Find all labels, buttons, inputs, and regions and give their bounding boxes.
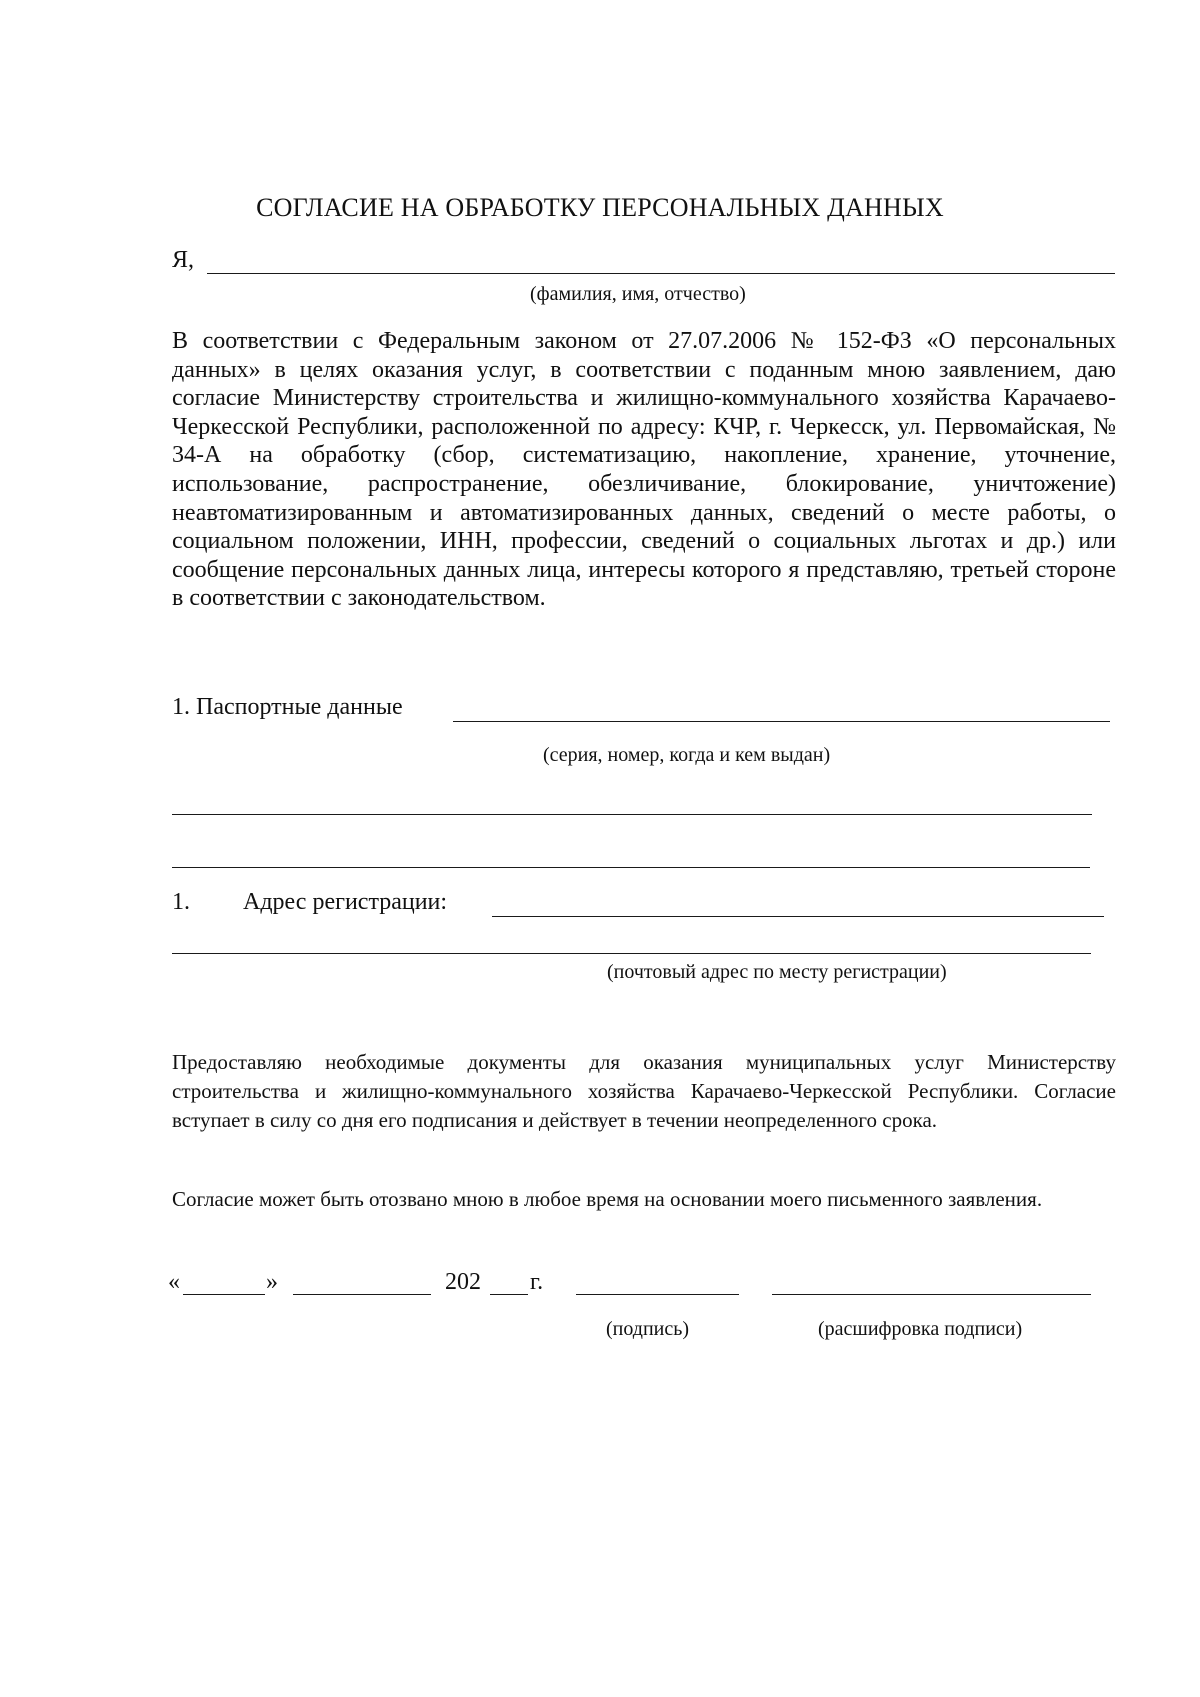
signature-caption: (подпись) xyxy=(606,1318,690,1340)
fio-caption: (фамилия, имя, отчество) xyxy=(530,283,746,305)
address-field-line[interactable] xyxy=(492,916,1104,917)
signature-field-line[interactable] xyxy=(576,1294,739,1295)
address-label: Адрес регистрации: xyxy=(243,889,448,915)
address-number: 1. xyxy=(172,889,190,915)
fio-field-line[interactable] xyxy=(207,273,1115,274)
passport-extra-line-1[interactable] xyxy=(172,814,1092,815)
date-open-quote: « xyxy=(168,1269,180,1295)
signature-decode-caption: (расшифровка подписи) xyxy=(818,1318,1023,1340)
passport-label: 1. Паспортные данные xyxy=(172,694,403,720)
year-suffix: г. xyxy=(530,1269,544,1295)
date-close-quote: » xyxy=(266,1269,278,1295)
address-caption: (почтовый адрес по месту регистрации) xyxy=(607,961,947,983)
signature-decode-field-line[interactable] xyxy=(772,1294,1091,1295)
passport-caption: (серия, номер, когда и кем выдан) xyxy=(543,744,831,766)
ya-label: Я, xyxy=(172,247,195,273)
passport-field-line[interactable] xyxy=(453,721,1110,722)
year-field-line[interactable] xyxy=(490,1294,528,1295)
year-prefix: 202 xyxy=(445,1269,481,1295)
consent-main-paragraph: В соответствии с Федеральным законом от 27.07.2006 № 152-ФЗ «О персональных данных» в целях оказания услуг, в соответствии с поданным мною заявлением, даю согласие Министерству строительства и жилищно-коммунального хозяйства Карачаево-Черкесской Республики, расположенной по адресу: КЧР, г. Черкесск, ул. Первомайская, № 34-А на обработку (сбор, систематизацию, накопление, хранение, уточнение, использование, распространение, обезличивание, блокирование, уничтожение) неавтоматизированным и автоматизированных данных, сведений о месте работы, о социальном положении, ИНН, профессии, сведений о социальных льготах и др.) или сообщение персональных данных лица, интересы которого я представляю, третьей стороне в соответствии с законодательством. xyxy=(172,328,1116,612)
day-field-line[interactable] xyxy=(183,1294,265,1295)
month-field-line[interactable] xyxy=(293,1294,431,1295)
documents-paragraph: Предоставляю необходимые документы для оказания муниципальных услуг Министерству строительства и жилищно-коммунального хозяйства Карачаево-Черкесской Республики. Согласие вступает в силу со дня его подписания и действует в течении неопределенного срока. xyxy=(172,1050,1116,1132)
revoke-paragraph: Согласие может быть отозвано мною в любое время на основании моего письменного заявления. xyxy=(172,1187,1043,1211)
address-extra-line[interactable] xyxy=(172,953,1091,954)
passport-extra-line-2[interactable] xyxy=(172,867,1090,868)
document-title: СОГЛАСИЕ НА ОБРАБОТКУ ПЕРСОНАЛЬНЫХ ДАННЫХ xyxy=(256,193,944,222)
